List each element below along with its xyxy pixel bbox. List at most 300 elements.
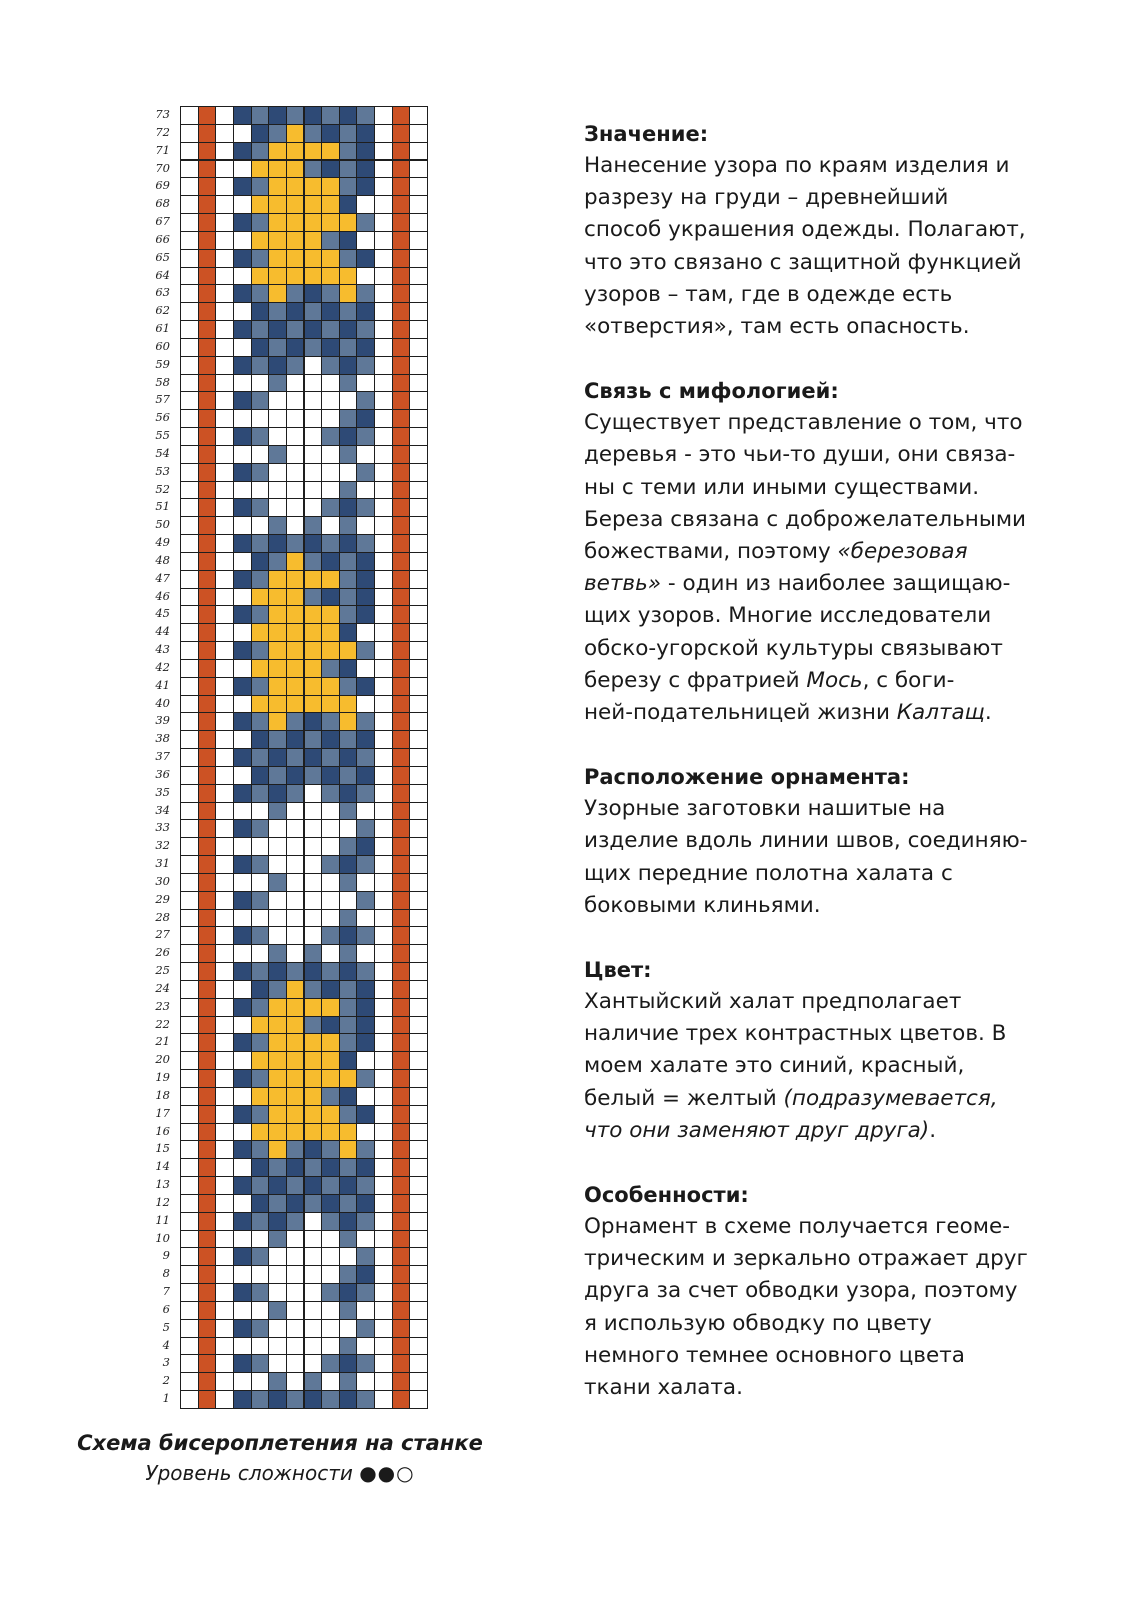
bead-cell bbox=[215, 659, 234, 678]
bead-cell bbox=[321, 1301, 340, 1320]
bead-cell bbox=[180, 356, 199, 375]
bead-cell bbox=[286, 641, 305, 660]
bead-cell bbox=[339, 1069, 358, 1088]
row-number: 67 bbox=[155, 214, 170, 228]
bead-cell bbox=[392, 1051, 411, 1070]
bead-cell bbox=[198, 409, 217, 428]
row-number: 45 bbox=[155, 606, 170, 621]
bead-cell bbox=[392, 302, 411, 321]
bead-cell bbox=[180, 819, 199, 838]
bead-cell bbox=[392, 124, 411, 143]
row-number: 38 bbox=[155, 731, 170, 746]
bead-cell bbox=[233, 1140, 252, 1159]
bead-cell bbox=[374, 213, 393, 232]
bead-cell bbox=[215, 1337, 234, 1356]
bead-cell bbox=[339, 1247, 358, 1266]
bead-cell bbox=[180, 712, 199, 731]
bead-cell bbox=[268, 712, 287, 731]
row-number: 27 bbox=[155, 927, 170, 942]
bead-cell bbox=[304, 1105, 323, 1124]
bead-cell bbox=[268, 374, 287, 393]
bead-cell bbox=[392, 267, 411, 286]
bead-cell bbox=[198, 498, 217, 517]
bead-cell bbox=[356, 1319, 375, 1338]
bead-cell bbox=[198, 570, 217, 589]
bead-cell bbox=[374, 1337, 393, 1356]
bead-cell bbox=[180, 1372, 199, 1391]
row-number: 6 bbox=[162, 1301, 170, 1316]
bead-cell bbox=[215, 1354, 234, 1373]
bead-cell bbox=[251, 445, 270, 464]
bead-cell bbox=[198, 284, 217, 303]
bead-cell bbox=[409, 391, 428, 410]
bead-cell bbox=[180, 1176, 199, 1195]
bead-cell bbox=[304, 1123, 323, 1142]
bead-cell bbox=[286, 677, 305, 696]
row-number: 35 bbox=[155, 784, 170, 799]
bead-cell bbox=[286, 213, 305, 232]
bead-cell bbox=[268, 1354, 287, 1373]
bead-cell bbox=[286, 926, 305, 945]
bead-cell bbox=[198, 605, 217, 624]
bead-cell bbox=[409, 1230, 428, 1249]
bead-cell bbox=[286, 1301, 305, 1320]
text-run: . bbox=[984, 700, 992, 726]
row-number: 20 bbox=[155, 1052, 170, 1067]
bead-cell bbox=[286, 998, 305, 1017]
bead-cell bbox=[409, 463, 428, 482]
bead-cell bbox=[321, 605, 340, 624]
bead-cell bbox=[374, 784, 393, 803]
bead-cell bbox=[233, 926, 252, 945]
bead-cell bbox=[409, 588, 428, 607]
bead-cell bbox=[374, 998, 393, 1017]
bead-cell bbox=[339, 837, 358, 856]
bead-cell bbox=[392, 391, 411, 410]
bead-cell bbox=[251, 1354, 270, 1373]
row-number: 51 bbox=[155, 499, 170, 514]
bead-cell bbox=[198, 320, 217, 339]
bead-cell bbox=[356, 730, 375, 749]
text-run: - один из наиболее защищаю- bbox=[661, 571, 1011, 597]
bead-cell bbox=[321, 891, 340, 910]
bead-cell bbox=[409, 837, 428, 856]
bead-cell bbox=[286, 962, 305, 981]
bead-cell bbox=[339, 1265, 358, 1284]
bead-cell bbox=[268, 481, 287, 500]
bead-cell bbox=[374, 766, 393, 785]
bead-cell bbox=[251, 1087, 270, 1106]
row-number: 40 bbox=[155, 695, 170, 710]
bead-cell bbox=[198, 623, 217, 642]
bead-cell bbox=[215, 784, 234, 803]
bead-cell bbox=[215, 1016, 234, 1035]
bead-cell bbox=[374, 498, 393, 517]
row-number: 72 bbox=[155, 124, 170, 139]
row-number: 21 bbox=[155, 1034, 170, 1049]
bead-cell bbox=[356, 695, 375, 714]
row-number: 61 bbox=[155, 321, 170, 336]
bead-cell bbox=[286, 1123, 305, 1142]
bead-cell bbox=[198, 1016, 217, 1035]
bead-cell bbox=[215, 213, 234, 232]
bead-cell bbox=[286, 195, 305, 214]
bead-cell bbox=[180, 498, 199, 517]
bead-cell bbox=[304, 766, 323, 785]
bead-cell bbox=[339, 106, 358, 125]
bead-cell bbox=[268, 980, 287, 999]
bead-cell bbox=[286, 1319, 305, 1338]
bead-cell bbox=[251, 926, 270, 945]
bead-cell bbox=[392, 837, 411, 856]
bead-cell bbox=[198, 142, 217, 161]
row-number: 63 bbox=[155, 285, 170, 300]
bead-cell bbox=[233, 427, 252, 446]
bead-cell bbox=[374, 1140, 393, 1159]
bead-cell bbox=[304, 873, 323, 892]
bead-cell bbox=[392, 962, 411, 981]
bead-cell bbox=[304, 516, 323, 535]
row-number: 54 bbox=[155, 445, 170, 460]
bead-cell bbox=[409, 605, 428, 624]
bead-cell bbox=[251, 374, 270, 393]
bead-cell bbox=[409, 142, 428, 161]
bead-cell bbox=[356, 1051, 375, 1070]
bead-cell bbox=[268, 213, 287, 232]
bead-cell bbox=[268, 909, 287, 928]
bead-cell bbox=[268, 356, 287, 375]
bead-cell bbox=[215, 677, 234, 696]
text-line bbox=[584, 439, 1054, 471]
text-line bbox=[584, 568, 1054, 600]
bead-cell bbox=[251, 1051, 270, 1070]
bead-cell bbox=[286, 855, 305, 874]
bead-cell bbox=[392, 249, 411, 268]
bead-cell bbox=[321, 516, 340, 535]
bead-cell bbox=[251, 784, 270, 803]
bead-cell bbox=[392, 1301, 411, 1320]
bead-cell bbox=[409, 1265, 428, 1284]
bead-cell bbox=[304, 338, 323, 357]
bead-cell bbox=[215, 695, 234, 714]
text-line bbox=[584, 311, 1054, 343]
bead-cell bbox=[304, 588, 323, 607]
bead-cell bbox=[233, 356, 252, 375]
bead-cell bbox=[215, 498, 234, 517]
bead-cell bbox=[180, 570, 199, 589]
bead-cell bbox=[198, 641, 217, 660]
bead-cell bbox=[286, 516, 305, 535]
bead-cell bbox=[339, 1354, 358, 1373]
bead-cell bbox=[392, 1194, 411, 1213]
bead-cell bbox=[321, 338, 340, 357]
bead-cell bbox=[374, 142, 393, 161]
text-run: способ украшения одежды. Полагают, bbox=[584, 217, 1026, 243]
bead-cell bbox=[233, 1069, 252, 1088]
bead-cell bbox=[180, 623, 199, 642]
bead-cell bbox=[268, 730, 287, 749]
row-number: 18 bbox=[155, 1087, 170, 1102]
bead-cell bbox=[374, 588, 393, 607]
bead-cell bbox=[321, 534, 340, 553]
bead-cell bbox=[392, 409, 411, 428]
bead-cell bbox=[392, 160, 411, 179]
bead-cell bbox=[321, 837, 340, 856]
bead-cell bbox=[356, 1105, 375, 1124]
bead-cell bbox=[233, 1033, 252, 1052]
bead-cell bbox=[180, 837, 199, 856]
bead-cell bbox=[215, 837, 234, 856]
row-number: 49 bbox=[155, 535, 170, 550]
bead-cell bbox=[268, 302, 287, 321]
bead-cell bbox=[268, 891, 287, 910]
bead-cell bbox=[356, 552, 375, 571]
row-number: 31 bbox=[155, 856, 170, 871]
row-number: 42 bbox=[155, 659, 170, 674]
bead-cell bbox=[198, 516, 217, 535]
bead-cell bbox=[321, 926, 340, 945]
bead-cell bbox=[268, 1390, 287, 1409]
bead-cell bbox=[233, 391, 252, 410]
bead-cell bbox=[286, 1337, 305, 1356]
bead-cell bbox=[268, 677, 287, 696]
bead-cell bbox=[374, 605, 393, 624]
bead-cell bbox=[409, 1140, 428, 1159]
bead-cell bbox=[339, 195, 358, 214]
bead-cell bbox=[215, 873, 234, 892]
row-number: 28 bbox=[155, 909, 170, 924]
bead-cell bbox=[339, 1087, 358, 1106]
bead-cell bbox=[198, 1354, 217, 1373]
bead-cell bbox=[409, 249, 428, 268]
text-run: я использую обводку по цвету bbox=[584, 1310, 932, 1336]
bead-cell bbox=[198, 909, 217, 928]
bead-cell bbox=[268, 124, 287, 143]
bead-cell bbox=[374, 463, 393, 482]
bead-cell bbox=[409, 1390, 428, 1409]
bead-cell bbox=[304, 106, 323, 125]
bead-cell bbox=[321, 1140, 340, 1159]
bead-cell bbox=[251, 463, 270, 482]
bead-cell bbox=[180, 445, 199, 464]
bead-cell bbox=[268, 391, 287, 410]
bead-cell bbox=[356, 106, 375, 125]
bead-cell bbox=[198, 1069, 217, 1088]
bead-cell bbox=[198, 267, 217, 286]
bead-cell bbox=[356, 944, 375, 963]
bead-cell bbox=[215, 1212, 234, 1231]
bead-cell bbox=[251, 1016, 270, 1035]
bead-cell bbox=[251, 481, 270, 500]
bead-cell bbox=[374, 1319, 393, 1338]
bead-cell bbox=[339, 409, 358, 428]
bead-cell bbox=[374, 855, 393, 874]
bead-cell bbox=[215, 748, 234, 767]
bead-cell bbox=[198, 1230, 217, 1249]
bead-cell bbox=[215, 1230, 234, 1249]
bead-cell bbox=[339, 320, 358, 339]
bead-cell bbox=[409, 427, 428, 446]
bead-cell bbox=[215, 445, 234, 464]
bead-cell bbox=[198, 748, 217, 767]
bead-cell bbox=[215, 356, 234, 375]
bead-cell bbox=[409, 802, 428, 821]
bead-cell bbox=[339, 1033, 358, 1052]
bead-cell bbox=[392, 481, 411, 500]
bead-cell bbox=[392, 231, 411, 250]
bead-cell bbox=[304, 819, 323, 838]
row-number: 34 bbox=[155, 802, 170, 817]
bead-cell bbox=[268, 409, 287, 428]
bead-cell bbox=[198, 249, 217, 268]
bead-cell bbox=[251, 695, 270, 714]
italic-text: Мось bbox=[806, 667, 863, 693]
bead-cell bbox=[321, 1212, 340, 1231]
bead-cell bbox=[409, 302, 428, 321]
bead-cell bbox=[321, 819, 340, 838]
row-number: 19 bbox=[155, 1070, 170, 1085]
bead-cell bbox=[339, 1337, 358, 1356]
bead-cell bbox=[268, 1069, 287, 1088]
bead-cell bbox=[251, 267, 270, 286]
bead-cell bbox=[374, 427, 393, 446]
bead-cell bbox=[215, 1033, 234, 1052]
bead-cell bbox=[321, 267, 340, 286]
section-heading: Цвет: bbox=[584, 958, 652, 983]
row-number: 41 bbox=[155, 677, 170, 692]
bead-cell bbox=[304, 1354, 323, 1373]
bead-cell bbox=[392, 552, 411, 571]
bead-cell bbox=[339, 302, 358, 321]
bead-cell bbox=[356, 998, 375, 1017]
bead-cell bbox=[286, 712, 305, 731]
bead-cell bbox=[304, 391, 323, 410]
bead-cell bbox=[215, 284, 234, 303]
bead-cell bbox=[409, 1087, 428, 1106]
bead-cell bbox=[321, 1319, 340, 1338]
bead-cell bbox=[304, 909, 323, 928]
bead-cell bbox=[409, 1016, 428, 1035]
text-run: боковыми клиньями. bbox=[584, 892, 821, 918]
bead-cell bbox=[392, 320, 411, 339]
bead-cell bbox=[251, 712, 270, 731]
bead-cell bbox=[374, 891, 393, 910]
bead-cell bbox=[251, 498, 270, 517]
bead-cell bbox=[233, 106, 252, 125]
bead-cell bbox=[392, 926, 411, 945]
bead-cell bbox=[233, 1337, 252, 1356]
bead-cell bbox=[180, 998, 199, 1017]
bead-cell bbox=[392, 463, 411, 482]
bead-cell bbox=[392, 659, 411, 678]
bead-cell bbox=[356, 570, 375, 589]
text-section bbox=[584, 375, 1054, 729]
bead-cell bbox=[180, 748, 199, 767]
bead-cell bbox=[233, 481, 252, 500]
text-line bbox=[584, 472, 1054, 504]
row-number: 68 bbox=[155, 196, 170, 211]
bead-cell bbox=[409, 231, 428, 250]
bead-cell bbox=[374, 338, 393, 357]
bead-cell bbox=[180, 213, 199, 232]
bead-cell bbox=[339, 570, 358, 589]
row-number: 55 bbox=[155, 428, 170, 443]
bead-cell bbox=[356, 445, 375, 464]
bead-cell bbox=[215, 1087, 234, 1106]
bead-cell bbox=[286, 766, 305, 785]
row-number: 64 bbox=[155, 267, 170, 282]
bead-cell bbox=[251, 1105, 270, 1124]
bead-cell bbox=[180, 142, 199, 161]
bead-cell bbox=[215, 1069, 234, 1088]
bead-cell bbox=[233, 677, 252, 696]
bead-cell bbox=[233, 142, 252, 161]
bead-cell bbox=[392, 177, 411, 196]
bead-cell bbox=[304, 695, 323, 714]
bead-cell bbox=[198, 1123, 217, 1142]
bead-cell bbox=[180, 1033, 199, 1052]
bead-cell bbox=[215, 106, 234, 125]
bead-cell bbox=[268, 445, 287, 464]
bead-cell bbox=[286, 320, 305, 339]
bead-cell bbox=[321, 802, 340, 821]
bead-cell bbox=[304, 498, 323, 517]
text-section bbox=[584, 761, 1054, 922]
bead-cell bbox=[356, 1123, 375, 1142]
bead-cell bbox=[286, 177, 305, 196]
bead-cell bbox=[409, 267, 428, 286]
bead-cell bbox=[374, 177, 393, 196]
bead-cell bbox=[339, 160, 358, 179]
bead-cell bbox=[356, 1283, 375, 1302]
bead-cell bbox=[215, 427, 234, 446]
bead-cell bbox=[304, 177, 323, 196]
bead-cell bbox=[304, 356, 323, 375]
row-number: 43 bbox=[155, 642, 170, 657]
row-number: 29 bbox=[155, 891, 170, 906]
text-line bbox=[584, 1243, 1054, 1275]
bead-cell bbox=[233, 1390, 252, 1409]
bead-cell bbox=[392, 641, 411, 660]
bead-cell bbox=[321, 1051, 340, 1070]
bead-cell bbox=[233, 766, 252, 785]
bead-cell bbox=[409, 338, 428, 357]
bead-cell bbox=[339, 445, 358, 464]
bead-cell bbox=[392, 498, 411, 517]
bead-cell bbox=[321, 659, 340, 678]
bead-cell bbox=[233, 1123, 252, 1142]
bead-cell bbox=[233, 570, 252, 589]
bead-cell bbox=[356, 302, 375, 321]
row-number: 3 bbox=[162, 1355, 170, 1370]
bead-cell bbox=[409, 516, 428, 535]
bead-cell bbox=[286, 1283, 305, 1302]
bead-cell bbox=[392, 1319, 411, 1338]
bead-cell bbox=[374, 1176, 393, 1195]
row-number: 33 bbox=[155, 820, 170, 835]
bead-cell bbox=[356, 1372, 375, 1391]
bead-cell bbox=[339, 1016, 358, 1035]
bead-cell bbox=[339, 659, 358, 678]
bead-cell bbox=[304, 1087, 323, 1106]
bead-cell bbox=[321, 1016, 340, 1035]
bead-cell bbox=[339, 1158, 358, 1177]
bead-cell bbox=[268, 249, 287, 268]
bead-cell bbox=[198, 356, 217, 375]
bead-cell bbox=[251, 891, 270, 910]
bead-cell bbox=[251, 302, 270, 321]
bead-cell bbox=[374, 1087, 393, 1106]
